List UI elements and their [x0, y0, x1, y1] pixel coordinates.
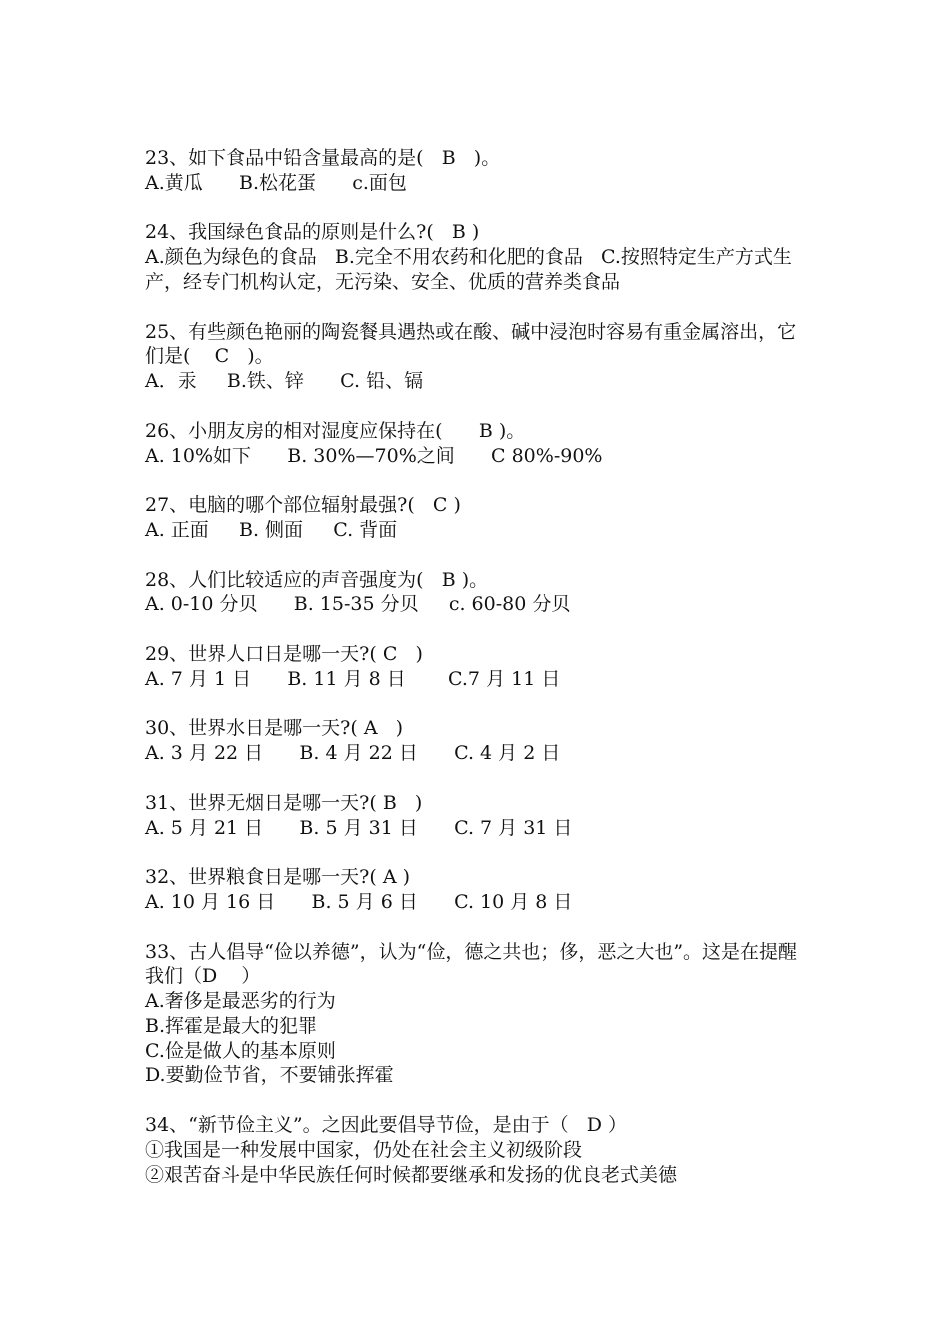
- question-options: A. 0-10 分贝 B. 15-35 分贝 c. 60-80 分贝: [145, 593, 571, 616]
- question-options: A.颜色为绿色的食品 B.完全不用农药和化肥的食品 C.按照特定生产方式生产，经专门机构认定，无污染、安全、优质的营养类食品: [145, 246, 792, 293]
- question-33: [145, 940, 815, 1089]
- question-stem: 27、电脑的哪个部位辐射最强?( C ): [145, 494, 461, 517]
- question-stem: 25、有些颜色艳丽的陶瓷餐具遇热或在酸、碱中浸泡时容易有重金属溶出，它们是( C )。: [145, 320, 797, 368]
- option-a: A.奢侈是最恶劣的行为: [145, 990, 336, 1013]
- option-c: C.俭是做人的基本原则: [145, 1039, 336, 1062]
- question-28: [145, 568, 815, 618]
- question-stem: 30、世界水日是哪一天?( A ): [145, 717, 404, 740]
- question-options: A.黄瓜 B.松花蛋 c.面包: [145, 171, 407, 194]
- question-stem: 26、小朋友房的相对湿度应保持在( B )。: [145, 419, 526, 442]
- question-stem: 28、人们比较适应的声音强度为( B )。: [145, 568, 489, 591]
- question-stem: 33、古人倡导“俭以养德”，认为“俭，德之共也；侈，恶之大也”。这是在提醒我们（D ）: [145, 940, 798, 988]
- question-options: A. 10%如下 B. 30%—70%之间 C 80%-90%: [145, 444, 603, 467]
- question-25: [145, 320, 815, 394]
- question-26: [145, 419, 815, 469]
- question-34: [145, 1113, 815, 1187]
- question-stem: 23、如下食品中铅含量最高的是( B )。: [145, 147, 501, 169]
- question-32: [145, 865, 815, 915]
- question-stem: 31、世界无烟日是哪一天?( B ): [145, 791, 423, 814]
- question-30: [145, 716, 815, 766]
- question-23: [145, 146, 815, 196]
- question-list: [145, 146, 815, 1212]
- question-27: [145, 493, 815, 543]
- question-options: A. 10 月 16 日 B. 5 月 6 日 C. 10 月 8 日: [145, 890, 573, 913]
- question-stem: 24、我国绿色食品的原则是什么?( B ): [145, 221, 480, 244]
- statement-1: ①我国是一种发展中国家，仍处在社会主义初级阶段: [145, 1138, 583, 1161]
- question-options: A. 7 月 1 日 B. 11 月 8 日 C.7 月 11 日: [145, 667, 561, 690]
- question-stem: 29、世界人口日是哪一天?( C ): [145, 642, 423, 665]
- question-options: A. 正面 B. 侧面 C. 背面: [145, 518, 398, 541]
- question-options: A. 3 月 22 日 B. 4 月 22 日 C. 4 月 2 日: [145, 742, 561, 765]
- question-31: [145, 791, 815, 841]
- question-options: A. 5 月 21 日 B. 5 月 31 日 C. 7 月 31 日: [145, 816, 573, 839]
- question-stem: 32、世界粮食日是哪一天?( A ): [145, 866, 410, 889]
- question-24: [145, 220, 815, 294]
- statement-2: ②艰苦奋斗是中华民族任何时候都要继承和发扬的优良老式美德: [145, 1163, 678, 1186]
- question-options: A．汞 B.铁、锌 C. 铅、镉: [145, 370, 424, 393]
- question-stem: 34、“新节俭主义”。之因此要倡导节俭，是由于（ D ）: [145, 1114, 627, 1137]
- question-29: [145, 642, 815, 692]
- option-b: B.挥霍是最大的犯罪: [145, 1014, 318, 1037]
- option-d: D.要勤俭节省，不要铺张挥霍: [145, 1064, 394, 1087]
